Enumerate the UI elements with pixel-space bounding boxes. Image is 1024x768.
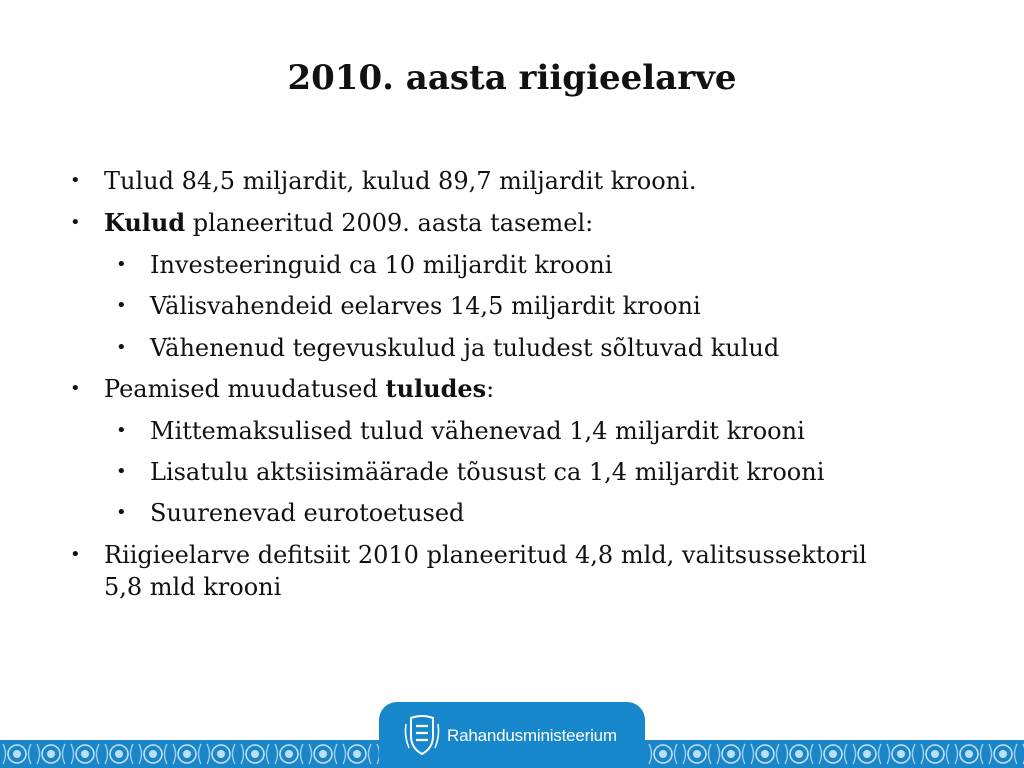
bullet-icon: • [70, 170, 81, 191]
bullet-text: Vähenenud tegevuskulud ja tuludest sõltuvad kulud [150, 334, 780, 362]
ministry-logo [379, 702, 645, 768]
bullet-icon: • [70, 378, 81, 399]
coat-of-arms-icon [403, 714, 441, 758]
bullet-item [70, 208, 594, 238]
bullet-bold-text: tuludes [385, 374, 487, 403]
bullet-text: Investeeringuid ca 10 miljardit krooni [150, 251, 613, 279]
bullet-icon: • [116, 295, 127, 316]
bullet-text: Riigieelarve defitsiit 2010 planeeritud 4,8 mld, valitsussektoril [104, 541, 867, 569]
bullet-text: : [486, 375, 495, 403]
bullet-item-continuation [104, 572, 281, 602]
sub-bullet-item [116, 333, 780, 363]
bullet-text: 5,8 mld krooni [104, 573, 282, 601]
sub-bullet-item [116, 416, 805, 446]
bullet-text: Peamised muudatused [104, 375, 386, 403]
bullet-icon: • [116, 461, 127, 482]
bullet-bold-text: Kulud [104, 208, 186, 237]
bullet-text: Lisatulu aktsiisimäärade tõusust ca 1,4 miljardit krooni [150, 458, 825, 486]
bullet-icon: • [116, 420, 127, 441]
bullet-icon: • [116, 337, 127, 358]
logo-text: Rahandusministeerium [447, 726, 617, 745]
sub-bullet-item [116, 250, 613, 280]
bullet-text: planeeritud 2009. aasta tasemel: [185, 209, 594, 237]
sub-bullet-item [116, 457, 825, 487]
bullet-item [70, 374, 495, 404]
slide-title: 2010. aasta riigieelarve [287, 58, 737, 98]
bullet-text: Välisvahendeid eelarves 14,5 miljardit krooni [150, 292, 701, 320]
bullet-icon: • [116, 502, 127, 523]
bullet-item [70, 166, 697, 196]
bullet-text: Mittemaksulised tulud vähenevad 1,4 miljardit krooni [150, 417, 805, 445]
sub-bullet-item [116, 498, 465, 528]
bullet-icon: • [70, 212, 81, 233]
sub-bullet-item [116, 291, 701, 321]
bullet-item [70, 540, 867, 570]
bullet-icon: • [116, 254, 127, 275]
bullet-text: Suurenevad eurotoetused [150, 499, 465, 527]
bullet-text: Tulud 84,5 miljardit, kulud 89,7 miljardit krooni. [104, 167, 697, 195]
bullet-icon: • [70, 544, 81, 565]
